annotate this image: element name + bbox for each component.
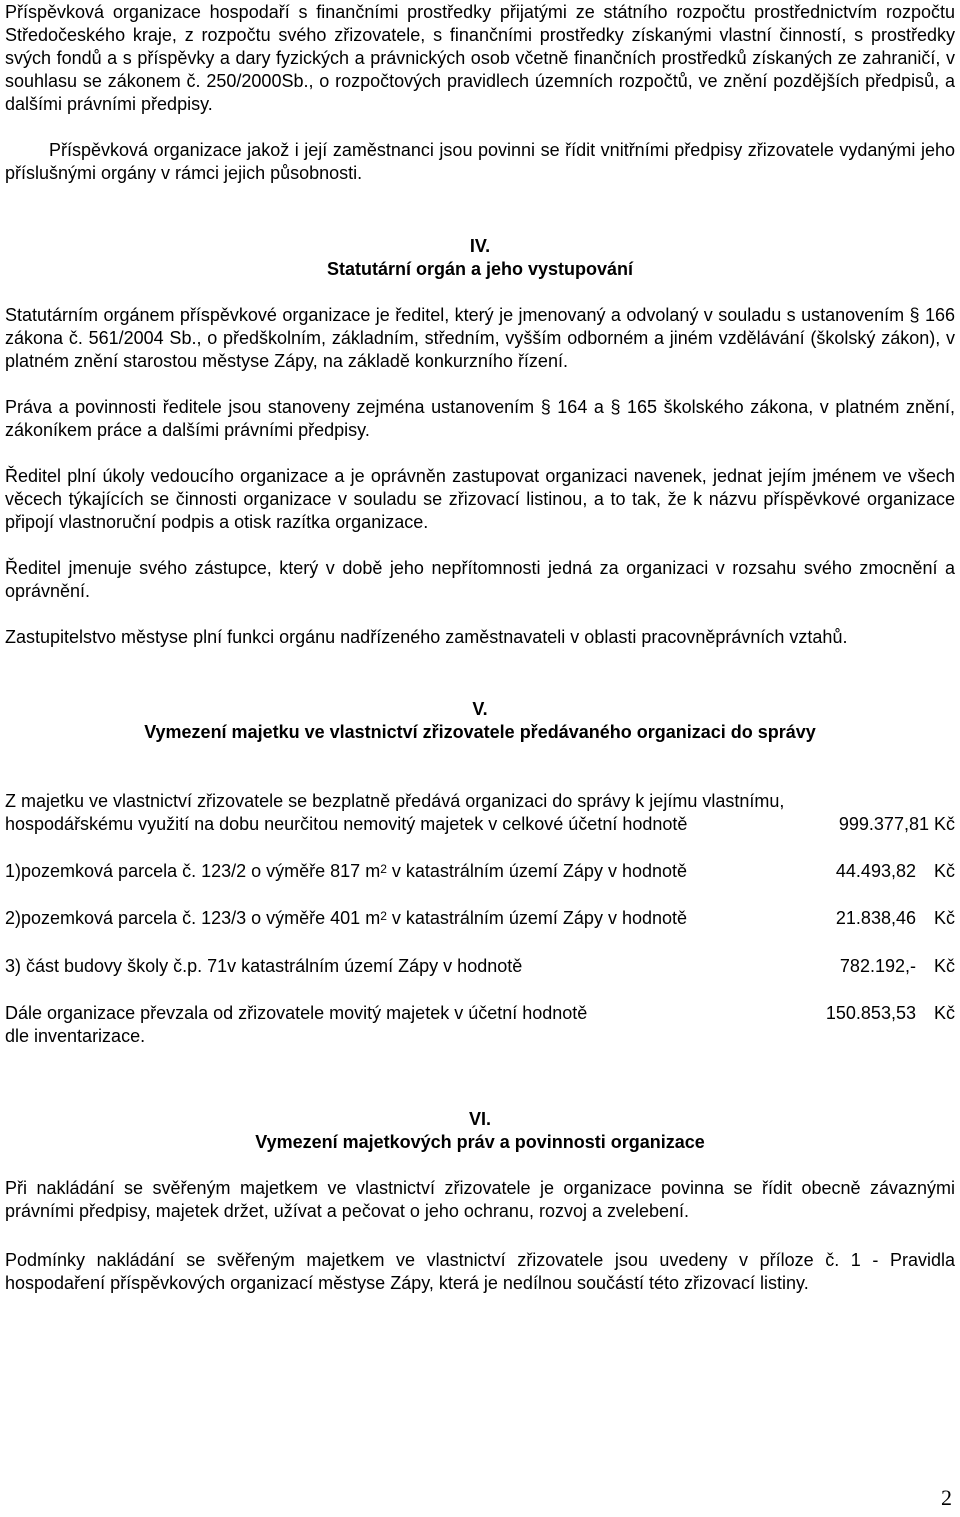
section-v-title: Vymezení majetku ve vlastnictví zřizovatele předávaného organizaci do správy	[144, 722, 816, 742]
asset-item-1-amount: 44.493,82	[835, 861, 916, 881]
section-vi-number: VI.	[468, 1109, 491, 1129]
section-iv-paragraph-3: Ředitel plní úkoly vedoucího organizace a je oprávněn zastupovat organizaci navenek, jednat jejím jménem ve všech věcech týkajících se činnosti organizace v souladu se zřizovací listinou, a to tak, že k názvu příspěvkové organizace připojí vlastnoruční podpis a otisk razítka organizace.	[5, 466, 955, 532]
section-iv-number: IV.	[469, 236, 491, 256]
movable-assets-line-1	[5, 1002, 955, 1025]
movable-assets-text: Dále organizace převzala od zřizovatele movitý majetek v účetní hodnotě	[5, 1003, 588, 1023]
asset-item-2-label: 2)pozemková parcela č. 123/3 o výměře 401 $m^2$ v katastrálním území Zápy v hodnotě	[5, 908, 688, 928]
movable-assets-currency: Kč	[933, 1003, 955, 1023]
asset-item-3-amount: 782.192,-	[839, 956, 916, 976]
intro-paragraph-2: Příspěvková organizace jakož i její zaměstnanci jsou povinni se řídit vnitřními předpisy zřizovatele vydanými jeho příslušnými orgány v rámci jejich působnosti.	[5, 140, 955, 183]
asset-item-2-amount: 21.838,46	[835, 908, 916, 928]
section-iv-paragraph-2: Práva a povinnosti ředitele jsou stanoveny zejména ustanovením § 164 a § 165 školského zákona, v platném znění, zákoníkem práce a dalšími právními předpisy.	[5, 397, 955, 440]
section-iv-paragraph-1: Statutárním orgánem příspěvkové organizace je ředitel, který je jmenovaný a odvolaný v souladu s ustanovením § 166 zákona č. 561/2004 Sb., o předškolním, základním, středním, vyšším odborném a jiném vzdělávání (školský zákon), v platném znění starostou městyse Zápy, na základě konkurzního řízení.	[5, 305, 955, 371]
section-iv-title: Statutární orgán a jeho vystupování	[326, 259, 634, 279]
section-iv-paragraph-5: Zastupitelstvo městyse plní funkci orgánu nadřízeného zaměstnavateli v oblasti pracovněprávních vztahů.	[5, 627, 848, 647]
asset-item-1-label: 1)pozemková parcela č. 123/2 o výměře 817 $m^2$ v katastrálním území Zápy v hodnotě	[5, 861, 688, 881]
asset-item-2	[5, 907, 955, 930]
intro-paragraph-1: Příspěvková organizace hospodaří s finančními prostředky přijatými ze státního rozpočtu prostřednictvím rozpočtu Středočeského kraje, z rozpočtu svého zřizovatele, s finančními prostředky získanými vlastní činností, s prostředky svých fondů a s příspěvky a dary fyzických a právnických osob včetně finančních prostředků získaných ze zahraničí, v souhlasu se zákonem č. 250/2000Sb., o rozpočtových pravidlech územních rozpočtů, ve znění pozdějších předpisů, a dalšími právními předpisy.	[5, 2, 955, 114]
section-v-intro	[5, 790, 955, 836]
section-v-intro-line-2	[5, 813, 955, 836]
asset-item-2-currency: Kč	[933, 908, 955, 928]
movable-assets-amount: 150.853,53	[825, 1003, 916, 1023]
total-value: 999.377,81 Kč	[838, 814, 955, 834]
section-vi-paragraph-1: Při nakládání se svěřeným majetkem ve vlastnictví zřizovatele je organizace povinna se řídit obecně závaznými právními předpisy, majetek držet, užívat a pečovat o jeho ochranu, rozvoj a zvelebení.	[5, 1178, 955, 1221]
asset-item-2-exponent: 2	[380, 909, 387, 923]
document-page	[5, 0, 955, 1295]
section-vi-title: Vymezení majetkových práv a povinnosti organizace	[255, 1132, 705, 1152]
section-v-intro-line-2-text: hospodářskému využití na dobu neurčitou nemovitý majetek v celkové účetní hodnotě	[5, 814, 688, 834]
asset-item-1	[5, 860, 955, 883]
section-iv-heading	[5, 235, 955, 281]
asset-item-3	[5, 955, 955, 978]
movable-assets-line-2: dle inventarizace.	[5, 1026, 146, 1046]
section-v-heading	[5, 698, 955, 744]
asset-item-3-label: 3) část budovy školy č.p. 71v katastrálním území Zápy v hodnotě	[5, 956, 523, 976]
section-iv-paragraph-4: Ředitel jmenuje svého zástupce, který v době jeho nepřítomnosti jedná za organizaci v rozsahu svého zmocnění a oprávnění.	[5, 558, 955, 601]
page-number: 2	[941, 1485, 952, 1510]
section-vi-paragraph-2: Podmínky nakládání se svěřeným majetkem ve vlastnictví zřizovatele jsou uvedeny v příloze č. 1 - Pravidla hospodaření příspěvkových organizací městyse Zápy, která je nedílnou součástí této zřizovací listiny.	[5, 1250, 955, 1293]
section-v-intro-line-1: Z majetku ve vlastnictví zřizovatele se bezplatně předává organizaci do správy k jejímu vlastnímu,	[5, 791, 785, 811]
asset-item-1-currency: Kč	[933, 861, 955, 881]
section-v-number: V.	[472, 699, 488, 719]
section-vi-heading	[5, 1108, 955, 1154]
asset-item-3-currency: Kč	[933, 956, 955, 976]
movable-assets	[5, 1002, 955, 1048]
asset-item-1-exponent: 2	[380, 862, 387, 876]
